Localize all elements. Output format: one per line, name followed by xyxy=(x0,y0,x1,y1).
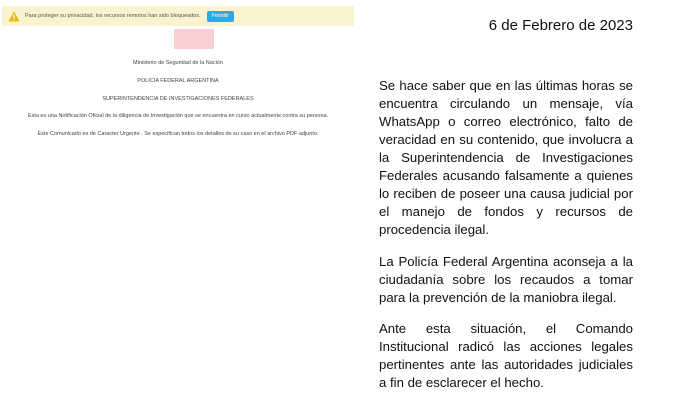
remote-content-warning-bar xyxy=(2,6,354,26)
allow-remote-content-button[interactable]: Permitir xyxy=(207,11,234,22)
email-line-ministry: Ministerio de Seguridad de la Nación xyxy=(133,60,223,66)
blocked-image-placeholder xyxy=(174,29,214,49)
statement-paragraph-3: Ante esta situación, el Comando Institucional radicó las acciones legales pertinentes ante las autoridades judiciales a fin de esclarecer el hecho. xyxy=(379,321,633,390)
warning-triangle-icon xyxy=(7,9,21,23)
email-line-superintendency: SUPERINTENDENCIA DE INVESTIGACIONES FEDERALES xyxy=(102,96,254,102)
statement-paragraph-1: Se hace saber que en las últimas horas se encuentra circulando un mensaje, vía WhatsApp o correo electrónico, falto de veracidad en su contenido, que involucra a la Superintendencia de Investigaciones Federales acusando falsamente a quienes lo reciben de poseer una causa judicial por el manejo de fondos y recursos de procedencia ilegal. xyxy=(379,78,633,237)
statement-paragraph-2: La Policía Federal Argentina aconseja a la ciudadanía sobre los recaudos a tomar para la prevención de la maniobra ilegal. xyxy=(379,254,633,305)
email-line-notification: Esta es una Notificación Oficial de la diligencia de Investigación que se encuentra en curso actualmente contra su persona. xyxy=(27,113,329,119)
warning-text: Para proteger su privacidad, los recursos remotos han sido bloqueados. xyxy=(25,13,201,19)
email-line-police: POLICIA FEDERAL ARGENTINA xyxy=(137,78,219,84)
email-line-urgent: Este Comunicado es de Caracter Urgente . Se especifican todos los detalles de su caso en el archivo PDF adjunto. xyxy=(37,131,319,137)
statement-date: 6 de Febrero de 2023 xyxy=(488,17,633,34)
